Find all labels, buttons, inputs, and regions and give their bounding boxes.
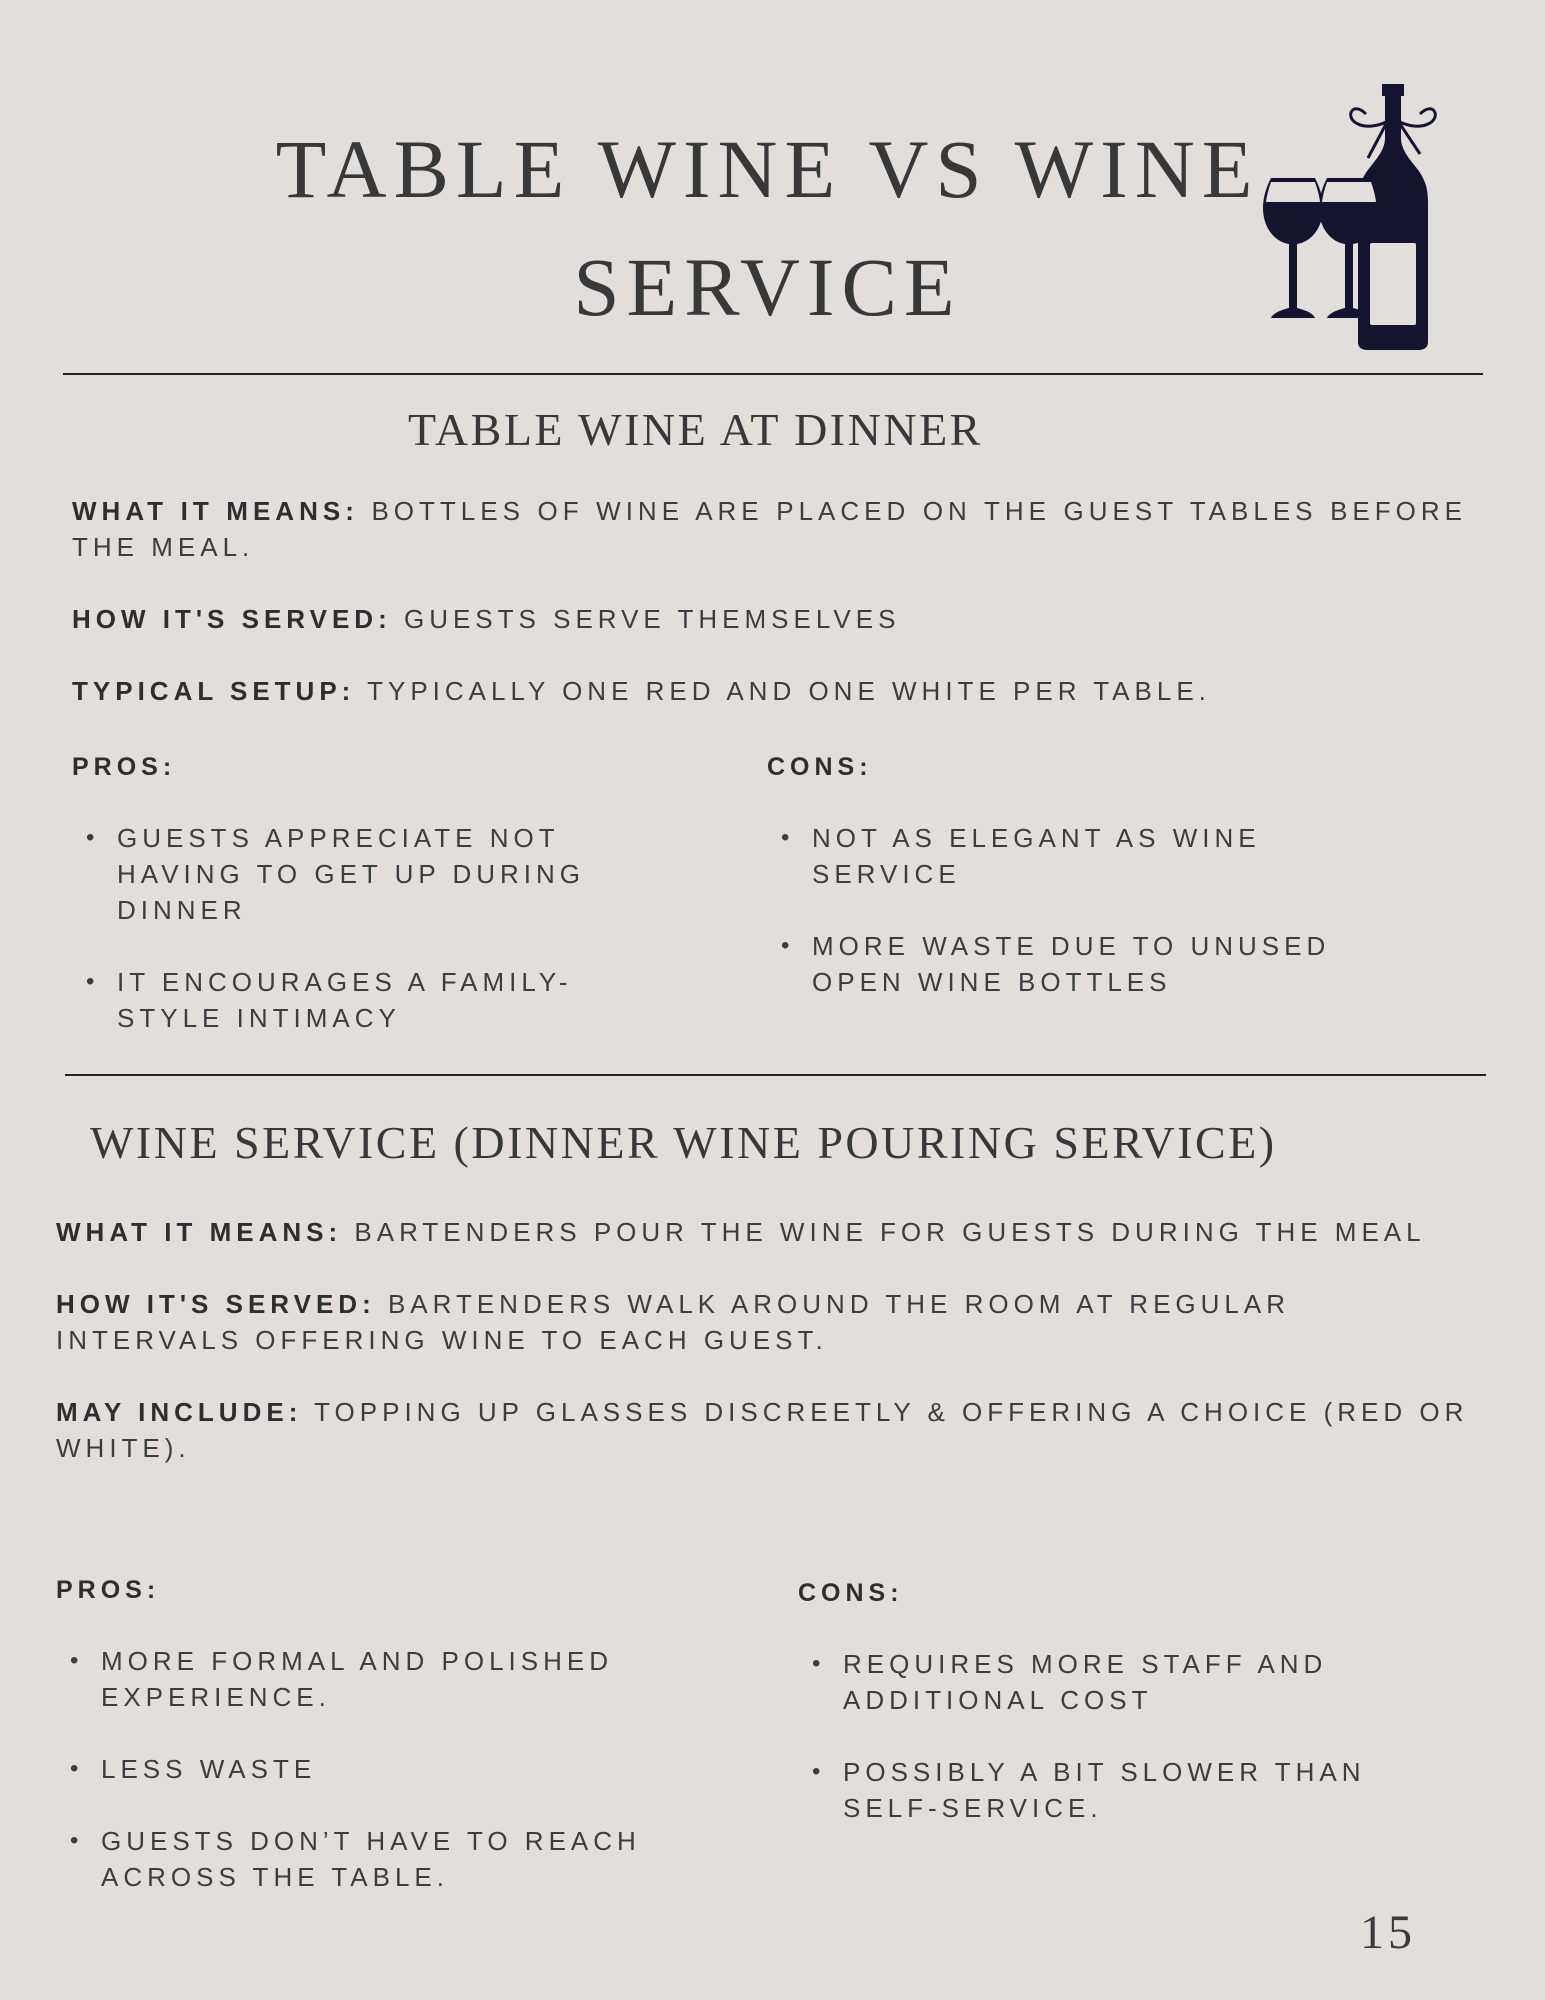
typical-setup-text: TYPICALLY ONE RED AND ONE WHITE PER TABLE. (367, 676, 1211, 706)
what-it-means-label: WHAT IT MEANS: (56, 1217, 343, 1247)
table-wine-pros-list (72, 820, 652, 1072)
wine-service-may-include (56, 1394, 1486, 1466)
how-served-text: GUESTS SERVE THEMSELVES (403, 604, 901, 634)
what-it-means-text: BOTTLES OF WINE ARE PLACED ON THE GUEST TABLES BEFORE THE MEAL. (72, 496, 1467, 562)
may-include-text: TOPPING UP GLASSES DISCREETLY & OFFERING A CHOICE (RED OR WHITE). (56, 1397, 1469, 1463)
section-heading-table-wine: TABLE WINE AT DINNER (408, 404, 983, 455)
list-item: • MORE WASTE DUE TO UNUSED OPEN WINE BOTTLES (767, 928, 1407, 1000)
list-item: • GUESTS DON’T HAVE TO REACH ACROSS THE TABLE. (56, 1823, 696, 1895)
typical-setup-label: TYPICAL SETUP: (72, 676, 356, 706)
wine-service-pros-list (56, 1643, 696, 1931)
page-number: 15 (1360, 1906, 1416, 1959)
wine-service-what-it-means (56, 1214, 1496, 1250)
list-item: • MORE FORMAL AND POLISHED EXPERIENCE. (56, 1643, 696, 1715)
list-item: • GUESTS APPRECIATE NOT HAVING TO GET UP DURING DINNER (72, 820, 652, 928)
list-item: • POSSIBLY A BIT SLOWER THAN SELF-SERVICE. (798, 1754, 1418, 1826)
table-wine-cons-heading: CONS: (767, 753, 873, 781)
how-served-label: HOW IT'S SERVED: (56, 1289, 376, 1319)
section-divider (65, 1074, 1486, 1076)
page-title: TABLE WINE VS WINE SERVICE (275, 123, 1260, 333)
wine-service-how-served (56, 1286, 1386, 1358)
what-it-means-label: WHAT IT MEANS: (72, 496, 359, 526)
list-item: • IT ENCOURAGES A FAMILY-STYLE INTIMACY (72, 964, 652, 1036)
list-item: • LESS WASTE (56, 1751, 696, 1787)
table-wine-how-served (72, 601, 1467, 637)
section-heading-wine-service: WINE SERVICE (DINNER WINE POURING SERVICE) (90, 1117, 1277, 1168)
wine-service-cons-list (798, 1646, 1418, 1862)
table-wine-pros-heading: PROS: (72, 753, 177, 781)
table-wine-what-it-means (72, 493, 1467, 565)
header-divider (63, 373, 1483, 375)
list-item: • REQUIRES MORE STAFF AND ADDITIONAL COST (798, 1646, 1418, 1718)
wine-service-pros-heading: PROS: (56, 1576, 161, 1604)
list-item: • NOT AS ELEGANT AS WINE SERVICE (767, 820, 1407, 892)
table-wine-cons-list (767, 820, 1407, 1036)
what-it-means-text: BARTENDERS POUR THE WINE FOR GUESTS DURING THE MEAL (354, 1217, 1426, 1247)
table-wine-typical-setup (72, 673, 1467, 709)
may-include-label: MAY INCLUDE: (56, 1397, 303, 1427)
how-served-label: HOW IT'S SERVED: (72, 604, 392, 634)
how-served-text: BARTENDERS WALK AROUND THE ROOM AT REGULAR INTERVALS OFFERING WINE TO EACH GUEST. (56, 1289, 1290, 1355)
wine-service-cons-heading: CONS: (798, 1579, 904, 1607)
wine-bottle-and-glasses-icon (1258, 78, 1448, 358)
